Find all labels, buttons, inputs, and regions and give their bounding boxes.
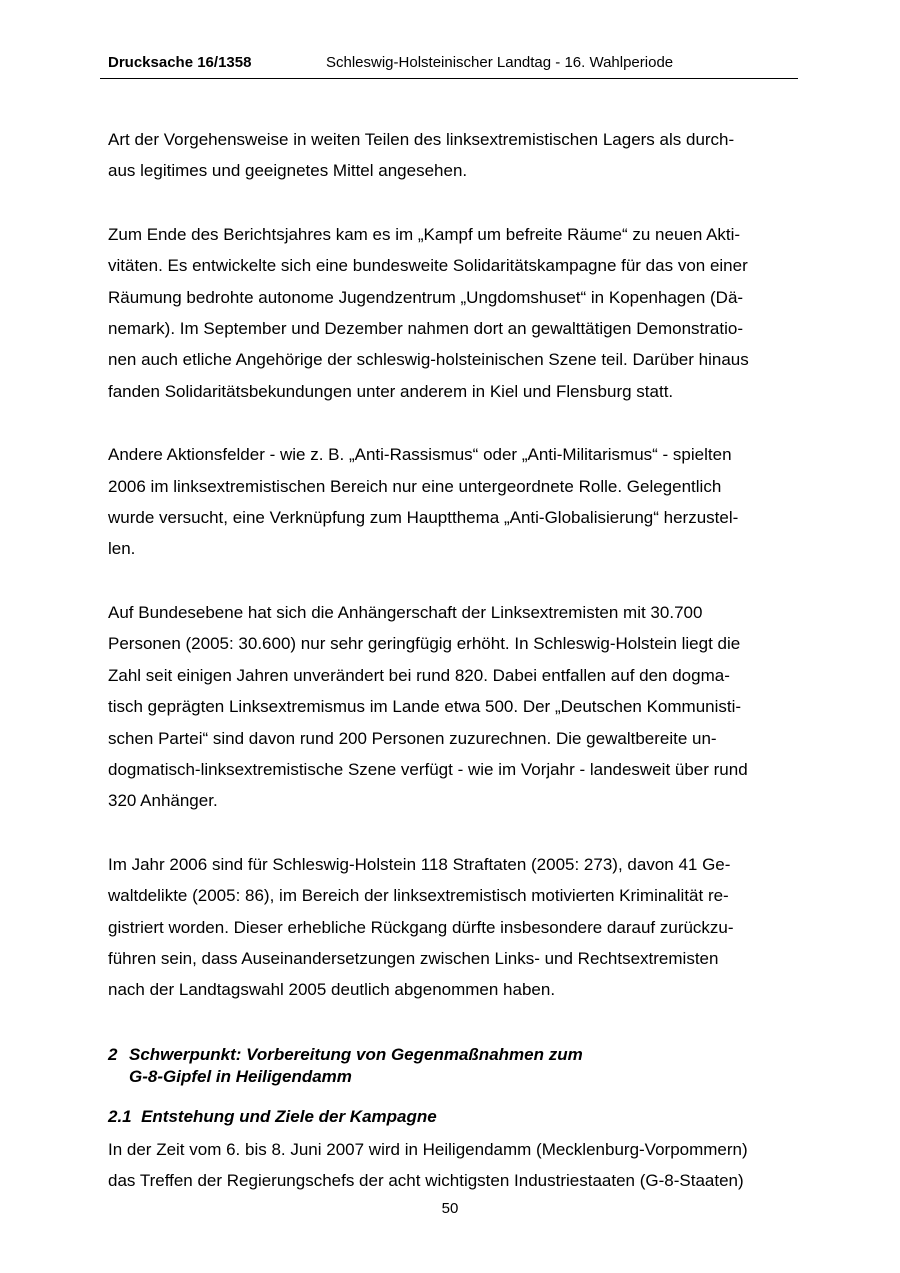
section-heading	[108, 1044, 798, 1088]
paragraph-1: Art der Vorgehensweise in weiten Teilen des linksextremistischen Lagers als durch- aus legitimes und geeignetes Mittel angesehen.	[108, 130, 735, 181]
page-number: 50	[441, 1200, 459, 1217]
paragraph-6: In der Zeit vom 6. bis 8. Juni 2007 wird in Heiligendamm (Mecklenburg-Vorpommern) das Treffen der Regierungschefs der acht wichtigsten Industriestaaten (G-8-Staaten)	[108, 1139, 748, 1191]
section-title: Schwerpunkt: Vorbereitung von Gegenmaßnahmen zum G-8-Gipfel in Heiligendamm	[129, 1044, 583, 1086]
paragraph-5: Im Jahr 2006 sind für Schleswig-Holstein 118 Straftaten (2005: 273), davon 41 Ge- waltdelikte (2005: 86), im Bereich der linksextremistisch motivierten Kriminalität re- gistriert worden. Dieser erhebliche Rückgang dürfte insbesondere darauf zurückzu- führen sein, dass Auseinandersetzungen zwischen Links- und Rechtsextremisten nach der Landtagswahl 2005 deutlich abgenommen haben.	[108, 854, 734, 1000]
section-number: 2	[108, 1044, 118, 1064]
page-header	[100, 52, 798, 79]
header-title: Schleswig-Holsteinischer Landtag - 16. Wahlperiode	[326, 54, 674, 71]
paragraph-2: Zum Ende des Berichtsjahres kam es im „Kampf um befreite Räume“ zu neuen Akti- vitäten. Es entwickelte sich eine bundesweite Solidaritätskampagne für das von einer Räumung bedrohte autonome Jugendzentrum „Ungdomshuset“ in Kopenhagen (Dä- nemark). Im September und Dezember nahmen dort an gewalttätigen Demonstratio- nen auch etliche Angehörige der schleswig-holsteinischen Szene teil. Darüber hinaus fanden Solidaritätsbekundungen unter anderem in Kiel und Flensburg statt.	[108, 224, 749, 401]
paragraph-3: Andere Aktionsfelder - wie z. B. „Anti-Rassismus“ oder „Anti-Militarismus“ - spielten 2006 im linksextremistischen Bereich nur eine untergeordnete Rolle. Gelegentlich wurde versucht, eine Verknüpfung zum Hauptthema „Anti-Globalisierung“ herzustel- len.	[108, 445, 739, 559]
page-body	[108, 124, 798, 1197]
document-number: Drucksache 16/1358	[108, 54, 252, 71]
paragraph-4: Auf Bundesebene hat sich die Anhängerschaft der Linksextremisten mit 30.700 Personen (2005: 30.600) nur sehr geringfügig erhöht. In Schleswig-Holstein liegt die Zahl seit einigen Jahren unverändert bei rund 820. Dabei entfallen auf den dogma- tisch geprägten Linksextremismus im Lande etwa 500. Der „Deutschen Kommunisti- schen Partei“ sind davon rund 200 Personen zuzurechnen. Die gewaltbereite un- dogmatisch-linksextremistische Szene verfügt - wie im Vorjahr - landesweit über rund 320 Anhänger.	[108, 602, 748, 811]
subsection-heading: 2.1 Entstehung und Ziele der Kampagne	[108, 1106, 437, 1126]
